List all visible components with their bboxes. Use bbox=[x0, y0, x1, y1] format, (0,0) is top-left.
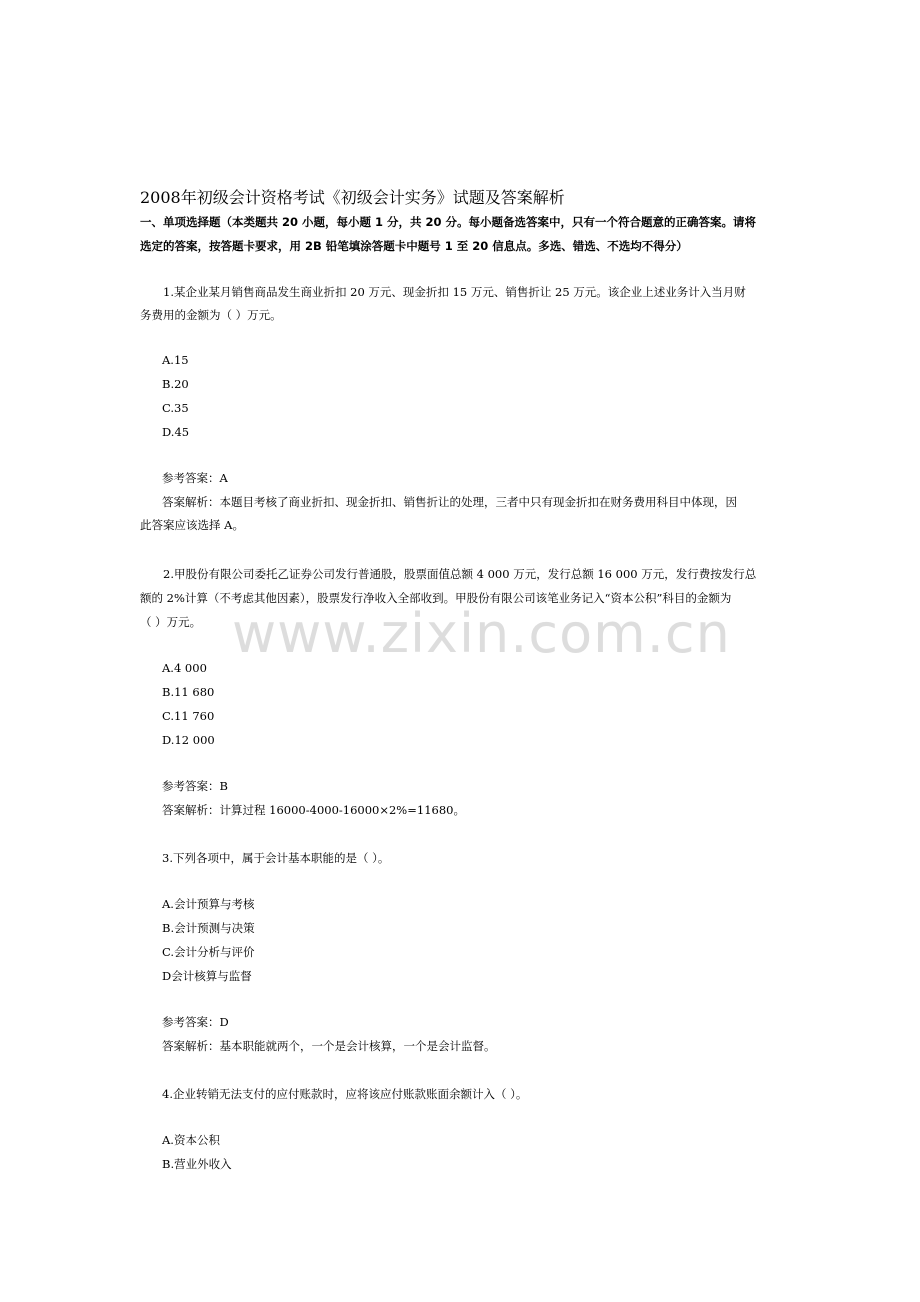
question-1-stem: 1.某企业某月销售商品发生商业折扣 20 万元、现金折扣 15 万元、销售折让 25 万元。该企业上述业务计入当月财 bbox=[163, 285, 746, 299]
question-1-option-d: D.45 bbox=[162, 425, 190, 439]
question-2-stem: 2.甲股份有限公司委托乙证券公司发行普通股，股票面值总额 4 000 万元，发行总额 16 000 万元，发行费按发行总 bbox=[163, 567, 757, 581]
question-1-analysis-cont: 此答案应该选择 A。 bbox=[140, 518, 244, 532]
document-title: 2008年初级会计资格考试《初级会计实务》试题及答案解析 bbox=[140, 188, 565, 207]
question-3-stem: 3.下列各项中，属于会计基本职能的是（ ）。 bbox=[162, 851, 390, 865]
question-2-option-d: D.12 000 bbox=[162, 733, 215, 747]
question-1-option-b: B.20 bbox=[162, 377, 189, 391]
question-2-stem-cont-2: （ ）万元。 bbox=[140, 615, 202, 629]
question-2-analysis: 答案解析：计算过程 16000-4000-16000×2%=11680。 bbox=[162, 803, 465, 817]
question-2-option-a: A.4 000 bbox=[162, 661, 207, 675]
question-3-analysis: 答案解析：基本职能就两个，一个是会计核算，一个是会计监督。 bbox=[162, 1039, 496, 1053]
question-3-option-c: C.会计分析与评价 bbox=[162, 945, 255, 959]
question-2-option-c: C.11 760 bbox=[162, 709, 215, 723]
question-3-option-d: D会计核算与监督 bbox=[162, 969, 252, 983]
question-2-stem-cont-1: 额的 2%计算（不考虑其他因素），股票发行净收入全部收到。甲股份有限公司该笔业务记入“资本公积”科目的金额为 bbox=[140, 591, 732, 605]
question-4-option-a: A.资本公积 bbox=[162, 1133, 220, 1147]
question-1-option-c: C.35 bbox=[162, 401, 189, 415]
question-3-answer: 参考答案：D bbox=[162, 1015, 229, 1029]
question-4-option-b: B.营业外收入 bbox=[162, 1157, 232, 1171]
question-3-option-b: B.会计预测与决策 bbox=[162, 921, 255, 935]
question-1-analysis: 答案解析：本题目考核了商业折扣、现金折扣、销售折让的处理，三者中只有现金折扣在财务费用科目中体现，因 bbox=[162, 495, 737, 509]
question-1-option-a: A.15 bbox=[162, 353, 189, 367]
section-heading-line-1: 一、单项选择题（本类题共 20 小题，每小题 1 分，共 20 分。每小题备选答案中，只有一个符合题意的正确答案。请将 bbox=[140, 215, 757, 229]
question-1-stem-cont: 务费用的金额为（ ）万元。 bbox=[140, 308, 282, 322]
question-3-option-a: A.会计预算与考核 bbox=[162, 897, 255, 911]
question-2-answer: 参考答案：B bbox=[162, 779, 228, 793]
question-4-stem: 4.企业转销无法支付的应付账款时，应将该应付账款账面余额计入（ ）。 bbox=[162, 1087, 528, 1101]
section-heading-line-2: 选定的答案，按答题卡要求，用 2B 铅笔填涂答题卡中题号 1 至 20 信息点。多选、错选、不选均不得分） bbox=[140, 239, 688, 253]
watermark: www.zixin.com.cn bbox=[232, 602, 731, 665]
question-1-answer: 参考答案：A bbox=[162, 471, 228, 485]
question-2-option-b: B.11 680 bbox=[162, 685, 215, 699]
